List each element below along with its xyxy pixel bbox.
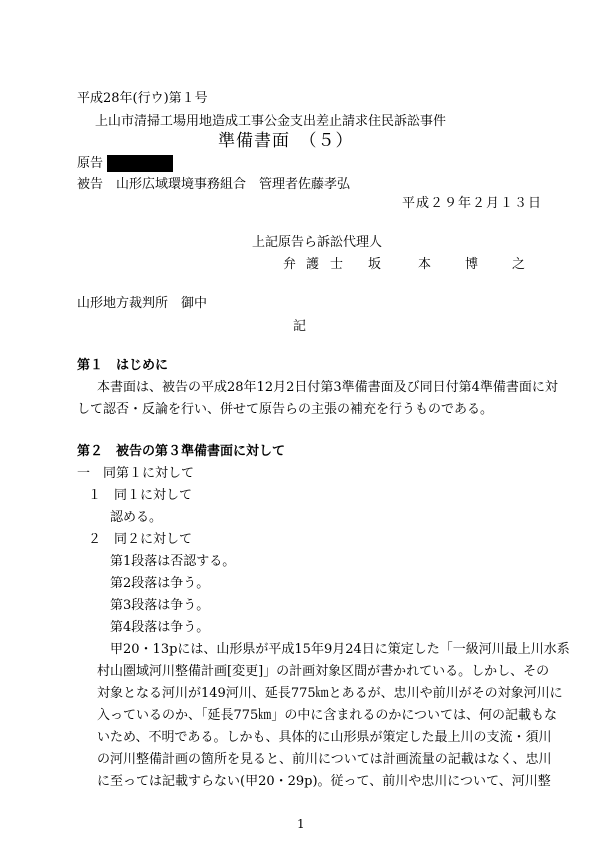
body-line-2: 村山圏域河川整備計画[変更]」の計画対象区間が書かれている。しかし、その	[97, 664, 550, 679]
court-addressee: 山形地方裁判所 御中	[77, 296, 208, 311]
attorney-name-3: 博	[465, 257, 479, 272]
subsection-1: 一 同第１に対して	[77, 466, 195, 481]
item-2-heading: ２ 同２に対して	[88, 532, 193, 547]
plaintiff-line	[77, 155, 173, 172]
body-line-1: 甲20・13pには、山形県が平成15年9月24日に策定した「一級河川最上川水系	[110, 642, 570, 657]
attorney-name-1: 坂	[368, 257, 382, 272]
defendant-line: 被告 山形広域環境事務組合 管理者佐藤孝弘	[77, 177, 351, 192]
redaction-box	[107, 155, 173, 172]
section-2-heading: 第２ 被告の第３準備書面に対して	[77, 444, 286, 459]
attorney-title-3: 士	[330, 257, 344, 272]
case-number: 平成28年(行ウ)第１号	[77, 91, 208, 106]
attorney-title-1: 弁	[283, 257, 297, 272]
section-1-heading: 第１ はじめに	[77, 358, 169, 373]
ki-mark: 記	[293, 319, 307, 334]
item-2-line-3: 第3段落は争う。	[110, 598, 210, 613]
attorney-name-2: 本	[418, 257, 432, 272]
body-line-6: の河川整備計画の箇所を見ると、前川については計画流量の記載はなく、忠川	[97, 752, 552, 767]
page-number: 1	[297, 817, 305, 831]
item-1-body: 認める。	[110, 510, 163, 525]
body-line-4: 入っているのか、「延長775㎞」の中に含まれるのかについては、何の記載もな	[97, 708, 558, 723]
body-line-5: いため、不明である。しかも、具体的に山形県が策定した最上川の支流・須川	[97, 730, 552, 745]
plaintiff-label: 原告	[77, 156, 104, 171]
item-2-line-1: 第1段落は否認する。	[110, 554, 236, 569]
section-1-line-2: して認否・反論を行い、併せて原告らの主張の補充を行うものである。	[77, 402, 494, 417]
case-name: 上山市清掃工場用地造成工事公金支出差止請求住民訴訟事件	[95, 114, 447, 129]
section-1-line-1: 本書面は、被告の平成28年12月2日付第3準備書面及び同日付第4準備書面に対	[97, 380, 558, 395]
document-date: 平成２９年２月１３日	[402, 196, 543, 211]
document-title: 準備書面 （５）	[218, 131, 354, 151]
item-2-line-2: 第2段落は争う。	[110, 576, 210, 591]
attorney-role: 上記原告ら訴訟代理人	[252, 235, 383, 250]
item-2-line-4: 第4段落は争う。	[110, 620, 210, 635]
body-line-7: に至っては記載すらない(甲20・29p)。従って、前川や忠川について、河川整	[97, 774, 551, 789]
body-line-3: 対象となる河川が149河川、延長775㎞とあるが、忠川や前川がその対象河川に	[97, 686, 563, 701]
attorney-title-2: 護	[306, 257, 320, 272]
item-1-heading: １ 同１に対して	[88, 488, 193, 503]
attorney-name-4: 之	[512, 257, 526, 272]
